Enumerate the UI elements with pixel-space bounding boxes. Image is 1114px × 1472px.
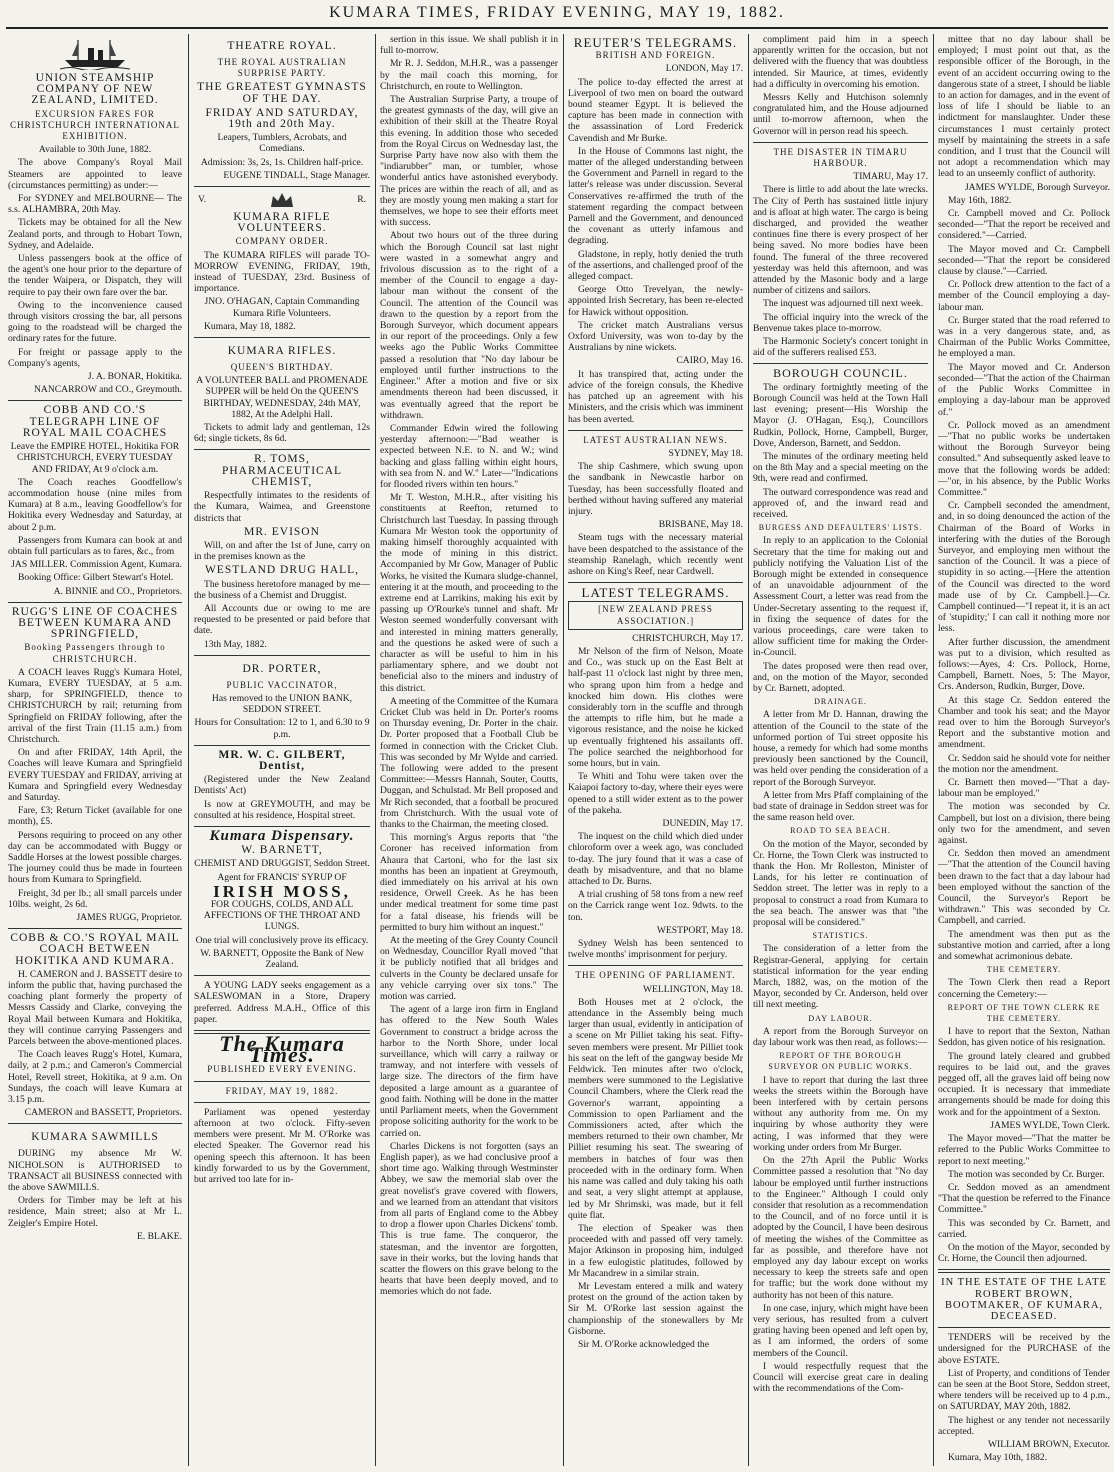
news-paragraph: The ground lately cleared and grubbed requires to be laid out, and the graves pegged off, all the graves laid off being now occupied. It is necessary that immediate arrangements should be made for doing this work and for the appointment of a Sexton. (938, 1050, 1110, 1118)
column-rule (188, 34, 189, 1466)
gilbert-title: MR. W. C. GILBERT, Dentist, (218, 748, 346, 772)
dispensary-title: Kumara Dispensary. (209, 827, 355, 844)
news-paragraph: In one case, injury, which might have been very serious, has resulted from a culvert grating having been opened and left open by, as I am informed, the orders of some members of the Council. (753, 1302, 928, 1359)
column-rule (748, 34, 749, 1466)
cobb-signature: A. BINNIE and CO., Proprietors. (53, 585, 182, 597)
news-paragraph: Mr Nelson of the firm of Nelson, Moate and Co., was stuck up on the East Belt at half-past 11 o'clock last night by three men, who sprang upon him from a hedge and knocked him down. His clothes were considerably torn in the scuffle and through the attempts to rifle him, but he made a vigorous resistance, and the noise he kicked up eventually frightened his assailants off. The police searched the neighborhood for some hours, but in vain. (568, 645, 743, 769)
krv-sub: COMPANY ORDER. (235, 236, 329, 247)
news-paragraph: In the House of Commons last night, the matter of the alleged understanding between the Government and Parnell in regard to the latter's release was under discussion. Several Conservatives re-affirmed the truth of the statement regarding the compact between Parnell and the Government, and denounced the covenant as utterly infamous and degrading. (568, 145, 743, 247)
porter-line: Has removed to the UNION BANK, SEDDON STREET. (211, 692, 353, 716)
news-paragraph: The minutes of the ordinary meeting held on the 8th May and a special meeting on the 9th, were read and confirmed. (753, 450, 928, 485)
news-paragraph: The motion was seconded by Cr. Campbell, but lost on a division, there being only two for the amendment, and seven against. (938, 801, 1110, 847)
news-paragraph: The agent of a large iron firm in England has offered to the New South Wales Government to construct a bridge across the harbor to the North Shore, under local surveillance, which will carry a railway or tramway, and not interfere with vessels of large size. The directors of the firm have deposited a large amount as a guarantee of good faith. Nothing will be done in the matter until Parliament meets, when the Government propose soliciting authority for the work to be carried on. (380, 1004, 558, 1139)
toms-text: Respectfully intimates to the residents of the Kumara, Waimea, and Greenstone districts that (194, 490, 370, 524)
news-paragraph: A meeting of the Committee of the Kumara Cricket Club was held in Dr. Porter's rooms on Thursday evening, Dr. Porter in the chair. Dr. Porter proposed that a Football Club be formed in connection with the Cricket Club. This was seconded by Mr Wylde and carried. The following were added to the present Committee:—Messrs Hannah, Souter, Coutts, Duggan, and Schulstad. Mr Bell proposed and Mr Rich seconded, that a football be procured from Christchurch. With the usual vote of thanks to the Chairman, the meeting closed. (380, 695, 558, 831)
rule (8, 928, 182, 929)
royal-mail-text: H. CAMERON and J. BASSETT desire to inform the public that, having purchased the coaching plant formerly the property of Messrs Cassidy and Clarke, conveying the Royal Mail between Kumara and Hokitika, they will continue carrying Passengers and Parcels between the above-mentioned places. (8, 968, 182, 1048)
masthead: The Kumara Times. (219, 1031, 345, 1068)
news-paragraph: The Town Clerk then read a Report concerning the Cemetery:— (938, 977, 1110, 1000)
column-4 (568, 34, 743, 1466)
news-paragraph: George Otto Trevelyan, the newly-appointed Irish Secretary, has been re-elected for Hawick without opposition. (568, 284, 743, 318)
estate-date: Kumara, May 10th, 1882. (948, 1452, 1048, 1464)
news-paragraph: The Harmonic Society's concert tonight in aid of the sufferers realised £53. (753, 336, 928, 359)
usc-signature: NANCARROW and CO., Greymouth. (34, 384, 182, 396)
dateline: DUNEDIN, May 17. (662, 818, 743, 829)
rugg-text: A COACH leaves Rugg's Kumara Hotel, Kumara, EVERY TUESDAY, at 5 a.m. sharp, for SPRINGFIELD, thence to CHRISTCHURCH by rail; returning from Springfield on FRIDAY following, after the arrival of the first Train (11.15 a.m.) from Christchurch. (8, 666, 182, 745)
krv-text: The KUMARA RIFLES will parade TO-MORROW EVENING, FRIDAY, 19th, instead of TUESDAY, 23rd. Business of importance. (194, 249, 370, 295)
news-paragraph: The inquest on the child which died under chloroform over a week ago, was concluded to-day. The jury found that it was a case of death by misadventure, and that no blame attached to Dr. Burns. (568, 831, 743, 888)
cobb-text: The Coach reaches Goodfellow's accommodation house (nine miles from Kumara) at 8 a.m., leaving Goodfellow's for Hokitika every Wednesday and Saturday, at about 2 p.m. (8, 476, 182, 533)
news-paragraph: I have to report that the Sexton, Nathan Seddon, has given notice of his resignation. (938, 1026, 1110, 1049)
dateline: CAIRO, May 16. (676, 355, 743, 367)
royal-mail-signature: CAMERON and BASSETT, Proprietors. (24, 1107, 182, 1119)
reuters-title: REUTER'S TELEGRAMS. (573, 35, 738, 50)
rule (8, 1123, 182, 1124)
gilbert-text: Is now at GREYMOUTH, and may be consulted at his residence, Hospital street. (194, 798, 370, 821)
cobb-signature: JAS MILLER. Commission Agent, Kumara. (11, 559, 182, 571)
usc-sub: EXCURSION FARES FOR CHRISTCHURCH INTERNATIONAL EXHIBITION. (10, 108, 180, 142)
news-paragraph: The dates proposed were then read over, and, on the motion of the Mayor, seconded by Cr. Barnett, adopted. (753, 660, 928, 694)
dateline: WESTPORT, May 18. (656, 924, 743, 936)
news-paragraph: Cr. Campbell moved and Cr. Pollock seconded—"That the report be received and considered."—Carried. (938, 208, 1110, 242)
news-paragraph: This morning's Argus reports that "the Coroner has received information from Ahaura that Cartoni, who for the last six months has been an inpatient at Greymouth, died immediately on his arrival at his own residence, Orwell Creek. As he has been under medical treatment for some time past for a fatal disease, his friends will be permitted to bury him without an inquest." (380, 832, 558, 933)
news-paragraph: Messrs Kelly and Hutchison solemnly congratulated him, and the House adjourned until to-morrow afternoon, when the Governor will in person read his speech. (753, 92, 928, 137)
dispensary-line: FOR COUGHS, COLDS, AND ALL AFFECTIONS OF THE THROAT AND LUNGS. (203, 898, 361, 933)
news-paragraph: The police to-day effected the arrest at Liverpool of two men on board the outward bound steamer Egypt. It is believed the capture has been made in connection with the assassination of Lord Frederick Cavendish and Mr Burke. (568, 76, 743, 144)
subhead: BURGESS AND DEFAULTERS' LISTS. (758, 523, 923, 533)
news-paragraph: The election of Speaker was then proceeded with and passed off very tamely. Major Atkinson in proposing him, indulged in a few eulogistic platitudes, followed by Mr Macandrew in a similar strain. (568, 1222, 743, 1279)
dateline: BRISBANE, May 18. (658, 519, 743, 531)
section-title: LATEST AUSTRALIAN NEWS. (583, 434, 728, 445)
news-paragraph: In reply to an application to the Colonial Secretary that the time for making out and publicly notifying the Valuation List of the Borough might be extended in consequence of an unavoidable adjournment of the Assessment Court, a letter was read from the Under-Secretary assenting to the request if, in fixing the sequence of dates for the various proceedings, care were taken to allow sufficient time for making the Order-in-Council. (753, 535, 928, 659)
rugg-text: On and after FRIDAY, 14th April, the Coaches will leave Kumara and Springfield EVERY TUESDAY and FRIDAY, arriving at Kumara and Springfield every Wednesday and Saturday. (8, 747, 182, 803)
dispensary-line: Agent for FRANCIS' SYRUP OF (217, 871, 347, 883)
news-paragraph: On the motion of the Mayor, seconded by Cr. Horne, the Council then adjourned. (938, 1241, 1110, 1265)
news-paragraph: On the 27th April the Public Works Committee passed a resolution that "No day labour be employed until further instructions to the Engineer." Although I could only consider that resolution as a recommendation to the Council, and of no force until it is adopted by the Council, I have been desirous of meeting the wishes of the Committee as far as possible, and therefore have not employed any day labour except on works necessary to keep the streets safe and open for traffic; but the work done without my authority has not been of this nature. (753, 1155, 928, 1301)
rule (194, 655, 370, 656)
lady-ad: A YOUNG LADY seeks engagement as a SALESWOMAN in a Store, Drapery preferred. Address M.A.H., Office of this paper. (194, 980, 370, 1025)
usc-text: Owing to the inconvenience caused through visitors crossing the bar, all persons going to the roadstead will be charged the ordinary rates for the future. (8, 299, 182, 345)
porter-title: DR. PORTER, (242, 662, 322, 675)
news-paragraph: This was seconded by Cr. Barnett, and carried. (938, 1217, 1110, 1240)
rugg-text: Persons requiring to proceed on any other day can be accommodated with Buggy or Saddle Horses at the lowest possible charges. The journey could thus be made in fourteen hours from Kumara to Springfield. (8, 829, 182, 886)
toms-text: Will, on and after the 1st of June, carry on in the premises known as the (194, 539, 370, 563)
dispensary-signature: W. BARNETT, Opposite the Bank of New Zealand. (200, 947, 364, 970)
usc-text: For freight or passage apply to the Company's agents, (8, 346, 182, 369)
news-paragraph: Sydney Welsh has been sentenced to twelve months' imprisonment for perjury. (568, 938, 743, 961)
news-paragraph: The Mayor moved and Cr. Campbell seconded—"That the report be considered clause by clause."—Carried. (938, 243, 1110, 278)
estate-text: TENDERS will be received by the undersigned for the PURCHASE of the above ESTATE. (938, 1332, 1110, 1366)
news-paragraph: I would respectfully request that the Council will exercise great care in dealing with the recommendations of the Com- (753, 1360, 928, 1395)
krv-title: KUMARA RIFLE VOLUNTEERS. (233, 211, 331, 235)
subhead: THE CEMETERY. (986, 965, 1062, 975)
news-paragraph: Mr Levestam entered a milk and watery protest on the ground of the action taken by Sir M. O'Rorke last session against the championship of the stonewallers by Mr Gisborne. (568, 1280, 743, 1337)
toms-text: The business heretofore managed by me—the business of a Chemist and Druggist. (194, 578, 370, 601)
column-1 (8, 34, 182, 1466)
porter-line: PUBLIC VACCINATOR, (226, 679, 338, 690)
krv-signature: JNO. O'HAGAN, Captain Commanding Kumara Rifle Volunteers. (204, 296, 360, 319)
rule (568, 430, 743, 431)
news-paragraph: Gladstone, in reply, hotly denied the truth of the assertions, and challenged proof of the alleged compact. (568, 248, 743, 283)
news-paragraph: Cr. Pollock moved as an amendment—"That no public works be undertaken without the Borough Surveyor being consulted." And subsequently asked leave to move that the following words be added:—"or, in his absence, by the Public Works Committee." (938, 419, 1110, 498)
section-title: BRITISH AND FOREIGN. (595, 50, 716, 61)
kr-title: KUMARA RIFLES. (227, 345, 337, 358)
news-paragraph: The Australian Surprise Party, a troupe of the greatest gymnasts of the day, will give an exhibition of their skill at the Theatre Royal this evening. In addition those who seceded from the Royal Circus on Wednesday last, the Surprise Party have now also with them the "indiarubber" man, or tumbler, whose wonderful antics have astonished everybody. The prices are within the reach of all, and as they are mostly young men making a start for themselves, we hope to see their efforts meet with success. (380, 94, 558, 229)
vr-left: V. (198, 194, 207, 206)
royal-mail-title: COBB & CO.'S ROYAL MAIL COACH BETWEEN HOKITIKA AND KUMARA. (10, 932, 180, 967)
cobb-title: COBB AND CO.'S TELEGRAPH LINE OF ROYAL MAIL COACHES (22, 404, 168, 439)
column-rule (933, 34, 934, 1466)
rugg-signature: JAMES RUGG, Proprietor. (76, 912, 182, 924)
section-title: THE DISASTER IN TIMARU HARBOUR. (773, 146, 908, 169)
kr-sub: QUEEN'S BIRTHDAY. (230, 362, 334, 373)
news-paragraph: On the motion of the Mayor, seconded by Cr. Horne, the Town Clerk was instructed to thank the Hon. Mr Rolleston, Minister of Lands, for his letter re continuation of Seddon street. The letter was in reply to a proposal to construct a road from Kumara to the sea beach. The answer was that "the proposal will be considered." (753, 838, 928, 929)
rugg-text: Freight, 3d per lb.; all small parcels under 10lbs. weight, 2s 6d. (8, 887, 182, 910)
news-paragraph: The outward correspondence was read and approved of, and the inward read and received. (753, 486, 928, 520)
sawmills-signature: E. BLAKE. (136, 1230, 182, 1242)
news-paragraph: Cr. Barnett then moved—"That a day-labour man be employed." (938, 777, 1110, 800)
news-paragraph: At this stage Cr. Seddon entered the Chamber and took his seat; and the Mayor read over to him the Borough Surveyor's Report and the substantive motion and amendment. (938, 694, 1110, 751)
news-paragraph: Mr T. Weston, M.H.R., after visiting his constituents at Reefton, returned to Christchurch last Tuesday. In passing through Kumara Mr Weston took the opportunity of making himself thoroughly acquainted with the mode of mining in this district. Accompanied by Mr Gow, Manager of Public Works, he visited the Kumara sludge-channel, entering it at the mouth, and proceeding to the extreme end at Larrikins, making his exit by passing up O'Rourke's tunnel and shaft. Mr Weston seemed wonderfully conversant with and interested in mining matters generally, and the questions he asked were of such a character as will be useful to him in his parliamentary sphere, and we doubt not beneficial also to the miners and industry of this district. (380, 492, 558, 694)
usc-available: Available to 30th June, 1882. (38, 144, 152, 156)
theatre-line: Leapers, Tumblers, Acrobats, and Comedians. (217, 132, 347, 155)
subhead: DRAINAGE. (814, 697, 867, 707)
estate-signature: WILLIAM BROWN, Executor. (987, 1438, 1110, 1450)
news-paragraph: The official inquiry into the wreck of the Benvenue takes place to-morrow. (753, 311, 928, 334)
rule (194, 745, 370, 746)
vr-right: R. (357, 194, 366, 206)
usc-text: The above Company's Royal Mail Steamers are appointed to leave (circumstances permitting) as under:— (8, 157, 182, 191)
news-paragraph: mittee that no day labour shall be employed; I must point out that, as the responsible officer of the Borough, in the event of an accident occurring owing to the dangerous state of a street, I should be liable to an action for damages, and in the event of loss of life I should be liable to an indictment for manslaughter. Under these circumstances I must certainly protect myself by maintaining the streets in a safe condition, and I trust that the Council will not adopt a recommendation which may lead to an unseemly conflict of authority. (938, 34, 1110, 180)
rule (8, 602, 182, 603)
usc-text: For SYDNEY and MELBOURNE— The s.s. ALHAMBRA, 20th May. (8, 193, 182, 216)
kr-text: Tickets to admit lady and gentleman, 12s 6d; single tickets, 8s 6d. (194, 422, 370, 445)
rule (194, 826, 370, 827)
estate-text: The highest or any tender not necessarily accepted. (938, 1414, 1110, 1437)
dateline: LONDON, May 17. (665, 63, 743, 75)
news-paragraph: The ordinary fortnightly meeting of the Borough Council was held at the Town Hall last evening; present—His Worship the Mayor (J. O'Hagan, Esq.), Councillors Rudkin, Pollock, Horne, Campbell, Burger, Dove, Anderson, Barnett, and Seddon. (753, 381, 928, 449)
kr-text: A VOLUNTEER BALL and PROMENADE SUPPER will be held On the QUEEN'S BIRTHDAY, WEDNESDAY, 24th MAY, 1882, At the Adelphi Hall. (196, 375, 368, 420)
subhead: DAY LABOUR. (808, 1013, 873, 1023)
dateline: WELLINGTON, May 18. (642, 983, 743, 995)
section-title: THE OPENING OF PARLIAMENT. (575, 970, 736, 981)
theatre-line: THE ROYAL AUSTRALIAN SURPRISE PARTY. (217, 57, 347, 79)
rule (194, 186, 370, 187)
news-paragraph: sertion in this issue. We shall publish it in full to-morrow. (380, 34, 558, 57)
theatre-signature: EUGENE TINDALL, Stage Manager. (223, 169, 370, 181)
estate-title: IN THE ESTATE OF THE LATE ROBERT BROWN, BOOTMAKER, OF KUMARA, DECEASED. (941, 1277, 1107, 1322)
crown-icon (269, 191, 295, 209)
usc-text: Tickets may be obtained for all the New Zealand ports, and through to Hobart Town, Sydney, and Adelaide. (8, 217, 182, 251)
news-paragraph: The ship Cashmere, which swung upon the sandbank in Newcastle harbor on Tuesday, has been successfully floated and berthed without having suffered any material injury. (568, 461, 743, 517)
signature: JAMES WYLDE, Town Clerk. (990, 1119, 1110, 1131)
rule (938, 1327, 1110, 1328)
toms-text: All Accounts due or owing to me are requested to be presented or paid before that date. (194, 602, 370, 637)
dispensary-line: One trial will conclusively prove its efficacy. (195, 934, 369, 946)
news-paragraph: Cr. Burger stated that the road referred to was in a very dangerous state, and, as Chairman of the Public Works Committee, he employed a man. (938, 314, 1110, 360)
cobb-signature: Booking Office: Gilbert Stewart's Hotel. (18, 572, 174, 584)
news-paragraph: The Mayor moved and Cr. Anderson seconded—"That the action of the Chairman of the Public Works Committee in employing a day-labour man be approved of." (938, 361, 1110, 418)
rule (194, 975, 370, 976)
news-paragraph: Cr. Seddon said he should vote for neither the motion nor the amendment. (938, 752, 1110, 775)
rule (194, 1102, 370, 1103)
column-2 (194, 34, 370, 1466)
news-paragraph: Cr. Campbell seconded the amendment, and, in so doing denounced the action of the Chairman of the Board of Works in interfering with the duties of the Borough Surveyor, and employing men without the sanction of the Council. It was a piece of stupidity in so acting.—[Here the attention of the Council was directed to the word made use of by Cr. Campbell.]—Cr. Campbell continued—"I repeat it, it is an act of 'stupidity;' I can call it nothing more nor less. (938, 500, 1110, 635)
rule (753, 363, 928, 364)
rule (753, 142, 928, 143)
irish-moss: IRISH MOSS, (213, 881, 351, 901)
usc-signature: J. A. BONAR, Hokitika. (87, 371, 182, 383)
signature: JAMES WYLDE, Borough Surveyor. (964, 181, 1110, 193)
column-5 (753, 34, 928, 1466)
sawmills-title: KUMARA SAWMILLS (31, 1131, 159, 1144)
rule (568, 965, 743, 966)
gilbert-text: (Registered under the New Zealand Dentists' Act) (194, 774, 370, 797)
news-paragraph: The amendment was then put as the substantive motion and carried, after a long and somewhat acrimonious debate. (938, 928, 1110, 963)
news-paragraph: Both Houses met at 2 o'clock, the attendance in the Assembly being much larger than usual, evidently in anticipation of a scene on Mr Pilliet taking his seat. Fifty-seven members were present. Mr Pilliet took his seat on the left of the gangway beside Mr Feldwick. Ten minutes after two o'clock, members were summoned to the Legislative Council Chambers, where the Clerk read the Governor's warrant, appointing a Commission to open Parliament and the Commissioners acted, after which the members returned to their own chamber, Mr Pilliet resuming his seat. The swearing of members in batches of four was then proceeded with in the ordinary form. When his name was called and duly taking his oath and seat, a very slight attempt at applause, led by Mr Shrimski, was made, but it fell quite flat. (568, 996, 743, 1221)
news-paragraph: The motion was seconded by Cr. Burger. (948, 1168, 1105, 1180)
rugg-text: Fare, £3; Return Ticket (available for one month), £5. (8, 805, 182, 828)
cobb-text: Leave the EMPIRE HOTEL, Hokitika FOR CHRISTCHURCH, EVERY TUESDAY AND FRIDAY, At 9 o'clock a.m. (10, 441, 180, 475)
rule (568, 582, 743, 583)
news-paragraph: compliment paid him in a speech apparently written for the occasion, but not delivered with the fluency that was doubtless intended. Sir Maurice, at times, evidently had a difficulty in overcoming his emotion. (753, 34, 928, 90)
steamship-icon (60, 36, 130, 70)
rugg-title: RUGG'S LINE OF COACHES BETWEEN KUMARA AND SPRINGFIELD, (11, 605, 179, 641)
subhead: REPORT OF THE TOWN CLERK RE THE CEMETERY. (947, 1002, 1101, 1024)
news-paragraph: It has transpired that, acting under the advice of the foreign consuls, the Khedive has patched up an agreement with his Ministers, and the crisis which was imminent has been averted. (568, 368, 743, 425)
rule (194, 449, 370, 450)
cobb-text: Passengers from Kumara can book at and obtain full particulars as to fares, &c., from (8, 534, 182, 557)
toms-name: MR. EVISON (244, 525, 320, 538)
theatre-line: FRIDAY AND SATURDAY, 19th and 20th May. (205, 106, 359, 131)
dateline: TIMARU, May 17. (853, 171, 928, 183)
subhead: REPORT OF THE BOROUGH SURVEYOR ON PUBLIC WORKS. (768, 1051, 913, 1072)
news-paragraph: After further discussion, the amendment was put to a division, which resulted as follows:—Ayes, 4: Crs. Pollock, Horne, Campbell, Barnett. Noes, 5: The Mayor, Crs. Anderson, Rudkin, Burger, Dove. (938, 636, 1110, 693)
news-paragraph: The consideration of a letter from the Registrar-General, applying for certain statistical information for the year ending March, 1882, was, on the motion of the Mayor, seconded by Cr. Anderson, held over till next meeting. (753, 943, 928, 1011)
usc-title: UNION STEAMSHIP COMPANY OF NEW ZEALAND, LIMITED. (31, 72, 159, 107)
estate-text: List of Property, and conditions of Tender can be seen at the Boot Store, Seddon street, where tenders will be received up to 4 p.m., on SATURDAY, MAY 20th, 1882. (938, 1367, 1110, 1413)
news-paragraph: A letter from Mrs Pfaff complaining of the bad state of drainage in Seddon street was for the same reason held over. (753, 789, 928, 824)
theatre-line: THE GREATEST GYMNASTS OF THE DAY. (197, 81, 367, 105)
subhead: STATISTICS. (812, 931, 869, 941)
news-paragraph: Charles Dickens is not forgotten (says an English paper), as we had conclusive proof a short time ago. Walking through Westminster Abbey, we saw the memorial slab over the great novelist's grave covered with flowers, and we learned from an attendant that visitors from all parts of England come to the Abbey to drop a flower upon Charles Dickens' tomb. This is true fame. The conqueror, the statesman, and the inventor are forgotten, save in their works, but the loving hands that scatter the flowers on this grave belong to the hearts that have been deeply moved, and to memories which do not fade. (380, 1140, 558, 1298)
borough-council-title: BOROUGH COUNCIL. (773, 366, 908, 381)
porter-line: Hours for Consultation: 12 to 1, and 6.30 to 9 p.m. (194, 717, 370, 740)
column-rule (375, 34, 376, 1466)
subhead: ROAD TO SEA BEACH. (790, 826, 891, 836)
rule (194, 337, 370, 338)
royal-mail-text: The Coach leaves Rugg's Hotel, Kumara, daily, at 2 p.m.; and Cameron's Commercial Hotel, Revell street, Hokitika, at 9 a.m. On Sundays, the coach will leave Kumara at 3.15 p.m. (8, 1049, 182, 1106)
news-paragraph: At the meeting of the Grey County Council on Wednesday, Councillor Ryall moved "that it be publicly notified that all bridges and culverts in the County be declared unsafe for any vehicle carrying over six tons." The motion was carried. (380, 935, 558, 1003)
rule (194, 1081, 370, 1082)
leader-text: Parliament was opened yesterday afternoon at two o'clock. Fifty-seven members were present. Mr M. O'Rorke was elected Speaker. The Governor read his opening speech this afternoon. It has been kindly forwarded to us by the Government, but arrived too late for in- (194, 1106, 370, 1186)
news-paragraph: I have to report that during the last three weeks the streets within the Borough have been interfered with by certain persons without any authority from me. On my inquiring by whose authority they were acting, I was informed that they were working under orders from Mr Burger. (753, 1074, 928, 1153)
news-paragraph: The Mayor moved—"That the matter be referred to the Public Works Committee to report to next meeting." (938, 1133, 1110, 1167)
header-rule (6, 27, 1108, 29)
column-3 (380, 34, 558, 1466)
news-paragraph: Cr. Seddon then moved an amendment—"That the attention of the Council having been drawn to the fact that a day labour had been employed without the sanction of the Council, the Surveyor's Report be withdrawn." This was seconded by Cr. Campbell, and carried. (938, 848, 1110, 927)
rugg-sub: Booking Passengers through to CHRISTCHURCH. (24, 642, 166, 664)
news-paragraph: The inquest was adjourned till next week. (763, 298, 924, 310)
krv-date: Kumara, May 18, 1882. (204, 320, 296, 332)
publication-date: FRIDAY, MAY 19, 1882. (225, 1085, 339, 1096)
news-paragraph: Steam tugs with the necessary material have been despatched to the assistance of the steamship Ranelagh, which recently went ashore on King's Reef, near Cardwell. (568, 532, 743, 577)
latest-telegrams-title: LATEST TELEGRAMS. (581, 585, 730, 601)
news-paragraph: Cr. Pollock drew attention to the fact of a member of the Council employing a day-labour man. (938, 279, 1110, 313)
news-paragraph: A letter from Mr D. Hannan, drawing the attention of the Council to the state of the unformed portion of Tui street opposite his house, a remedy for which had some months previously been sanctioned by the Council, was held over pending the consideration of a report of the Borough Surveyor. (753, 709, 928, 788)
column-6 (938, 34, 1110, 1466)
running-head: KUMARA TIMES, FRIDAY EVENING, MAY 19, 1882. (329, 4, 785, 21)
dateline: CHRISTCHURCH, May 17. (632, 632, 743, 644)
news-paragraph: A report from the Borough Surveyor on day labour work was then read, as follows:— (753, 1025, 928, 1049)
usc-text: Unless passengers book at the office of the agent's one hour prior to the departure of the tender Waipera, or Dispatch, they will require to pay their own fare over the bar. (8, 253, 182, 298)
date-line: May 16th, 1882. (948, 194, 1012, 206)
toms-title: R. TOMS, PHARMACEUTICAL CHEMIST, (221, 453, 343, 488)
theatre-line: Admission: 3s, 2s, 1s. Children half-price. (200, 156, 364, 168)
news-paragraph: Sir M. O'Rorke acknowledged the (578, 1338, 709, 1350)
sawmills-text: Orders for Timber may be left at his residence, Main street; also at Mr L. Zeigler's Empire Hotel. (8, 1195, 182, 1229)
news-paragraph: Commander Edwin wired the following yesterday afternoon:—"Bad weather is expected between N.E. to N. and W.; wind backing and glass falling within eight hours, with sea from N. and W." Later—"Indications for flooded rivers within ten hours." (380, 422, 558, 490)
news-paragraph: Mr R. J. Seddon, M.H.R., was a passenger by the mail coach this morning, for Christchurch, en route to Wellington. (380, 58, 558, 92)
dispensary-name: W. BARNETT, (241, 844, 323, 857)
news-paragraph: Cr. Seddon moved as an amendment "That the question be referred to the Finance Committee." (938, 1181, 1110, 1216)
vr-crest (194, 191, 370, 209)
published-line: PUBLISHED EVERY EVENING. (207, 1064, 357, 1075)
news-paragraph: There is little to add about the late wrecks. The City of Perth has sustained little injury and is afloat at high water. The cargo is being discharged, and provided the weather continues fine there is every prospect of her being saved. No more bodies have been found. The funeral of the three recovered yesterday was held this afternoon, and was attended by the Masonic body and a large number of citizens and sailors. (753, 184, 928, 297)
rule (938, 1269, 1110, 1273)
news-paragraph: About two hours out of the three during which the Borough Council sat last night were wasted in a somewhat angry and frivolous discussion as to the right of a member of the Council to engage a day-labour man without the consent of the Council. The attention of the Council was drawn to the question by a report from the Borough Surveyor, which document appears in our report of the proceedings. Only a few weeks ago the Public Works Committee passed a resolution that "No day labour be employed until further instructions to the Engineer." After a motion and five or six amendments thereon had been discussed, it was eventually agreed that the report be withdrawn. (380, 230, 558, 421)
theatre-title: THEATRE ROYAL. (227, 40, 337, 52)
news-paragraph: Te Whiti and Tohu were taken over the Kaiapoi factory to-day, where their eyes were opened to a still wider extent as to the power of the pakeha. (568, 771, 743, 816)
press-association: [NEW ZEALAND PRESS ASSOCIATION.] (568, 601, 743, 629)
dateline: SYDNEY, May 18. (668, 447, 743, 459)
column-rule (563, 34, 564, 1466)
news-paragraph: A trial crushing of 58 tons from a new reef on the Carrick range went 1oz. 9dwts. to the ton. (568, 889, 743, 923)
news-paragraph: The cricket match Australians versus Oxford University, was won to-day by the Australians by nine wickets. (568, 319, 743, 354)
rule (8, 400, 182, 401)
sawmills-text: DURING my absence Mr W. NICHOLSON is AUTHORISED to TRANSACT all BUSINESS connected with the above SAWMILLS. (8, 1148, 182, 1194)
dispensary-line: CHEMIST AND DRUGGIST, Seddon Street. (194, 858, 370, 870)
toms-date: 13th May, 1882. (204, 638, 267, 650)
toms-hall: WESTLAND DRUG HALL, (204, 564, 360, 577)
